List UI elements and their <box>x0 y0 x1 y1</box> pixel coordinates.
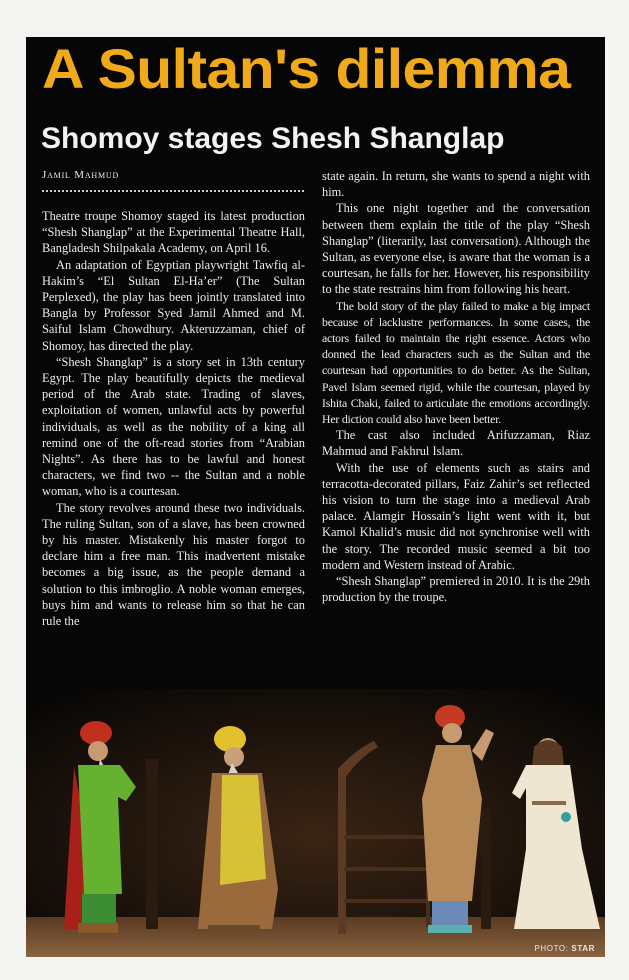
article-panel <box>26 37 605 957</box>
paragraph: “Shesh Shanglap” is a story set in 13th century Egypt. The play beautifully depicts the medieval period of the Arab state. Trading of slaves, exploitation of women, unlawful acts by powerful individuals, as well as the nobility of a king all remind one of the oft-read stories from “Arabian Nights”. As there has to be lawful and honest characters, we find two -- the Sultan and a noble woman, who is a courtesan. <box>42 354 305 499</box>
pillar <box>481 809 491 929</box>
byline-divider <box>42 190 304 192</box>
photo-credit-source: STAR <box>571 944 595 953</box>
stair-step <box>344 899 430 903</box>
photo-credit <box>534 944 595 953</box>
pillar <box>146 759 158 929</box>
left-column <box>42 208 305 629</box>
paragraph: “Shesh Shanglap” premiered in 2010. It is the 29th production by the troupe. <box>322 574 590 605</box>
stage-photo <box>26 689 605 957</box>
right-column <box>322 168 590 605</box>
headline: A Sultan's dilemma <box>42 37 571 100</box>
paragraph: The bold story of the play failed to make a big impact because of lacklustre performances. In some cases, the actors failed to maintain the right essence. Actors who donned the lead characters such as the Sultan and the courtesan had opportunities to do better. As the Sultan, Pavel Islam seemed rigid, while the courtesan, played by Ishita Chaki, failed to articulate the emotions accordingly. Her diction could also have been better. <box>322 298 590 427</box>
paragraph: The story revolves around these two individuals. The ruling Sultan, son of a slave, has been crowned by his master. Mistakenly his master forgot to declare him a free man. This inadvertent mistake becomes a big issue, as the people demand a solution to this imbroglio. A noble woman emerges, buys him and wants to release him so that he can rule the <box>42 500 305 629</box>
paragraph: This one night together and the conversation between them explain the title of the play “Shesh Shanglap” (literarily, last conversation). Although the Sultan, as everyone else, is aware that the woman is a courtesan, he falls for her. However, his responsibility to the state restrains him from following his heart. <box>322 201 590 297</box>
subheadline <box>41 124 504 154</box>
paragraph: The cast also included Arifuzzaman, Riaz Mahmud and Fakhrul Islam. <box>322 428 590 459</box>
photo-credit-label: PHOTO: <box>534 944 569 953</box>
paragraph: An adaptation of Egyptian playwright Tawfiq al-Hakim’s “El Sultan El-Ha’er” (The Sultan Perplexed), the play has been jointly translated into Bangla by Professor Syed Jamil Ahmed and M. Saiful Islam Chowdhury. Akteruzzaman, chief of Shomoy, has directed the play. <box>42 257 305 353</box>
paragraph: With the use of elements such as stairs and terracotta-decorated pillars, Faiz Zahir’s set reflected his vision to turn the stage into a medieval Arab palace. Alamgir Hossain’s light went with it, but Kamol Khalid’s music did not synchronise well with the story. The recorded music seemed a bit too modern and Western instead of Arabic. <box>322 460 590 572</box>
play-title: Shesh Shanglap <box>271 122 505 155</box>
subhead-prefix: Shomoy stages <box>41 122 272 155</box>
paragraph: Theatre troupe Shomoy staged its latest production “Shesh Shanglap” at the Experimental Theatre Hall, Bangladesh Shilpakala Academy, on April 16. <box>42 209 305 256</box>
stair-step <box>344 867 430 871</box>
stair-step <box>344 835 430 839</box>
byline: Jamil Mahmud <box>42 169 120 181</box>
paragraph: state again. In return, she wants to spend a night with him. <box>322 169 590 200</box>
